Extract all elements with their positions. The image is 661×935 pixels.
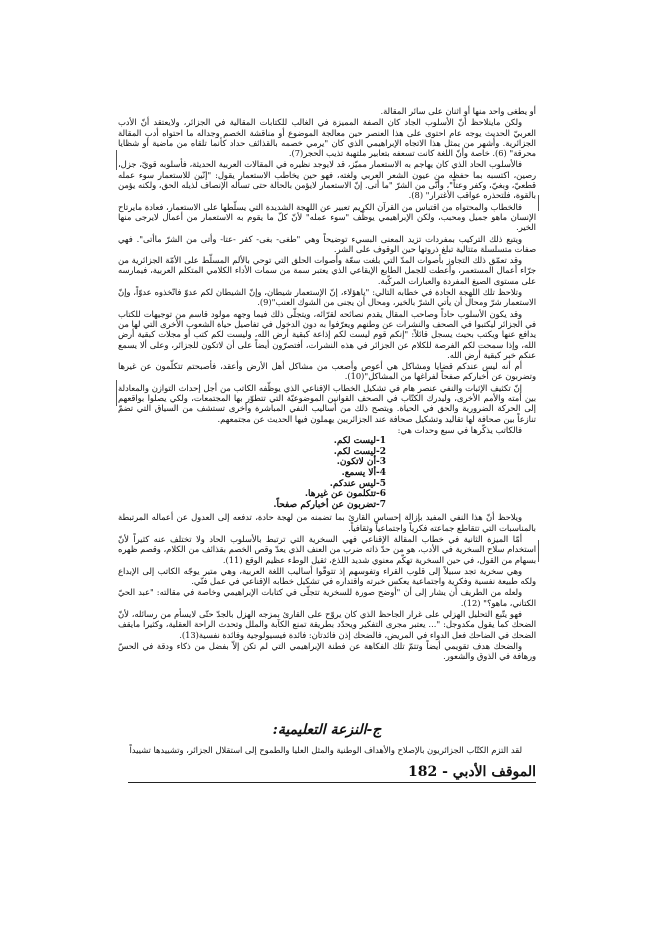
- margin-mark: [116, 380, 117, 406]
- paragraph: ويتبع ذلك التركيب بمفردات تزيد المعنى البسيء توضيحاً وهي "طغى- بغى- كفر -عتا- وأتى من الشرّ ماأتى". فهي صفات متسلسلة متتالية تبلغ ذروتها حين الوقوف على الشر.: [118, 233, 536, 254]
- footer-divider: [128, 782, 536, 783]
- paragraph: فالخطاب والمحتواه من اقتباس من القرآن الكريم تعبير عن اللهجة الشديدة التي يسلّطها على الاستعمار، فعادة مايرتاح الإنسان ماهو جميل ومحبب، ولكن الإبراهيمي يوظّف "سوء عمله" لأنّ كلّ ما يقوم به الاستعمار من أعمال لايرجى منها الخير.: [118, 201, 536, 233]
- article-body: [118, 106, 536, 663]
- paragraph: أم أنه ليس عندكم قضايا ومشاكل هي أعوص وأصعب من مشاكل أهل الأرض وأعقد، فأصبحتم تتكلّمون عن غيرها وتضربون عن أخباركم صفحاً لفراغها من المشاكل"(10).: [118, 361, 536, 382]
- paragraph: وقد تعمّق ذلك التجاوز بأصوات المدّ التي بلغت سعّة وأصوات الحلق التي توحي بالألم المسلّط على الأمّة الجزائرية من جرّاء أعمال المستعمر، وأعطت للجمل الطابع الإيقاعي الذي يعتبر سمة من سمات الأداء الكلامي المتكلم العربية، فيمارسه على مستوى الصيغ المفردة والعبارات المركّبة.: [118, 255, 536, 286]
- margin-mark: [538, 540, 539, 562]
- section-heading: ج-النزعة التعليمية:: [272, 722, 382, 738]
- list-item: 3-أن لاتكون.: [336, 457, 386, 468]
- list-item: 5-ليس عندكم.: [329, 478, 386, 489]
- list-item: 6-تتكلمون عن غيرها.: [304, 489, 386, 500]
- paragraph: فالكاتب يذكّرها في سبع وحدات هي:: [397, 424, 522, 435]
- paragraph: والضحك هدف تقويمي أيضاً وتتمّ تلك الفكاهة عن فطنة الإبراهيمي التي لم تكن إلاّ بفضل من ذكاء ودقة في الحسّ ورهافة في الذوق والشعور.: [118, 640, 536, 662]
- paragraph: ولعله من الطريف أن يشار إلى أن "أوضح صورة للسخرية تتجلّى في كتابات الإبراهيمي وخاصة في مقالته: "عبد الحيّ الكتاني، ماهو؟" (12).: [118, 587, 536, 608]
- paragraph: فهو يتّبع التحليل الهزلي على غرار الجاحظ الذي كان يروّح على القارئ بمزجه الهزل بالجدّ حتّى لايسأم من رسائله، لأنّ الضحك كما يقول مكدوجل: "... يعتبر مجرى التفكير ويحدّد بطريقة تمنع الكآبة والملل وتحدث الراحة العقلية، وكثيرا مايقف الضحك في الضاحك فعل الدواء في المريض، فالضحك إذن فائدتان: فائدة فيسيولوجية وفائدة نفسية(13).: [118, 609, 536, 640]
- list-item: 4-ألا يسمع.: [341, 467, 386, 478]
- section-paragraph: لقد التزم الكتّاب الجزائريون بالإصلاح والأهداف الوطنية والمثل العليا والطموح إلى استقلال الجزائر، وتشييدها تشييداً: [129, 745, 522, 755]
- paragraph: وقد يكون الأسلوب حاداً وصاحب المقال يقدم نصائحه لقرّائه، ويتجلّى ذلك فيما وجهه مولود قاسم من توجيهات للكتاب في الجزائر ليكتبوا في الصحف والنشرات عن وطنهم ويعرّفوا به دون الدخول في تفاصيل حياة الشعوب الأخرى التي لها من يدافع عنها ويكتب بحيث يسجل قائلاً: "إنكم قوم ليست لكم إذاعة كبقية أرض الله، وليست لكم كتب أو مجلات كبقية أرض الله، وإذا سمحت لكم الفرصة للكلام عن الجزائر في هذه النشرات، أفتصرّون أيضاً على أن لاتكون للجزائر، وعلى ألا يسمع عنكم خبر كبقية أرض الله.: [118, 308, 536, 360]
- list-item: 2-ليست لكم.: [333, 446, 386, 457]
- list-item: 7-تضربون عن أخباركم صفحاً.: [273, 499, 386, 510]
- margin-mark: [116, 150, 117, 170]
- paragraph: فالأسلوب الحاد الذي كان يهاجم به الاستعمار مميّز، قد لايوجد نظيره في المقالات العربية الحديثة، فأسلوبه قويّ، جزل، رصين، اكتسبه بما حفظه من عيون الشعر العربي ولغته، فهو حين يخاطب الاستعمار يقول: "إنّين للاستعمار سوء عمله قطعيّ، وبغيّ، وكفر وعتاً"، وأنّى من الشرّ "ما أتى. إنّ الاستعمار لايؤمن بالحالة حتى تسأله الإنصاف لذيله الحق، ولكنه يؤمن بالقوة، فلتحذره عواقب الأغترار" (8).: [118, 159, 536, 201]
- paragraph: إنّ تكثيف الإثبات والنفي عنصر هام في تشكيل الخطاب الإقناعي الذي يوظّفه الكاتب من أجل إحداث التوازن والمعادلة بين أمته والأمم الأخرى، وليدرك الكتّاب في الصحف القوانين الموضوعيّة التي تتطوّر بها المجتمعات، ولكي يصلوا بواقعهم إلى الحركة الضرورية والحق في الحياة. ويتصح ذلك من أساليب النفي المباشرة وأخرى تستشف من السياق التي تضمّ تنازعاً بين صحافة لها تقاليد وتشكيل صحافة عند الجزائريين يهملون فيها الحديث عن مجتمعهم.: [118, 382, 536, 424]
- paragraph: ولكن ماينلاحظ أنّ الأسلوب الجاد كان الصفة المميزة في الغالب للكتابات المقالية في الجزائر، ولايعتقد أنّ الأدب العربيّ الحديث يوجه عام احتوى على هذا العنصر حين معالجة الموضوع أو مناقشة الخصم وجداله ما احتواه أدب المقالة الجزائرية. وأشهر من يمثل هذا الاتجاه الإبراهيمي الذي كان "يرمي خصمه بالقذائف حداد كأنما تلقاه من ماضية أو شظايا محرقة" (6). خاصة وأنّ اللغة كانت تسعفه بتعابير ملتهبة تذيب الحجر(7).: [118, 117, 536, 159]
- list-item: 1-ليست لكم.: [333, 436, 386, 447]
- paragraph: وهي سخرية تجد سبيلاً إلى قلوب القراء وتفوسهم إذ تتوقّوا أساليب اللغة العربية، وهي متير يوجّه الكاتب إلى الإبداع ولكه طبيعة نفسية وفكرية واجتماعية يعكس خبرته واقتداره في تشكيل خطابه الإقناعي في عمل فنّي.: [118, 565, 536, 587]
- paragraph: أمّا الميزة الثانية في خطاب المقالة الإقناعي فهي السخرية التي ترتبط بالأسلوب الحاد ولا تختلف عنه كثيراً لأنّ استخدام سلاح السخرية في الأدب، هو من حدّ ذاته ضرب من العنف الذي يعدّ وقص الخصم بقذائف من الكلام، وقصم ظهره بسهام من القول، في حين السخرية تهكّم معنوي شديد اللذع، ثقيل الوطء عظيم الوقع (11).: [118, 533, 536, 565]
- paragraph: وتلاحظ تلك اللهجة الحادة في خطابه التالي: "ياهؤلاء، إنّ الإستعمار شيطان، وإنّ الشيطان لكم عدوّ فاتّخذوه عدوّاً، وإنّ الاستعمار شرّ ومحال أن يأتي الشرّ بالخير، ومحال أن يجنى من الشوك العنب"(9).: [118, 287, 536, 308]
- numbered-list: [118, 436, 536, 510]
- page-footer: الموقف الأدبي - 182: [407, 764, 536, 780]
- paragraph: أو يطغى واحد منها أو اثنان على سائر المقالة.: [380, 106, 536, 116]
- paragraph: ويلاحظ أنّ هذا النفي المفيد بإزالة إحساس القارئ بما تضمنه من لهجة حادة، تدفعه إلى العدول عن أعماله المرتبطة بالمناسبات التي تتقاطع جماعته فكرياً واجتماعياً وثقافياً.: [118, 512, 536, 533]
- margin-mark: [538, 195, 539, 211]
